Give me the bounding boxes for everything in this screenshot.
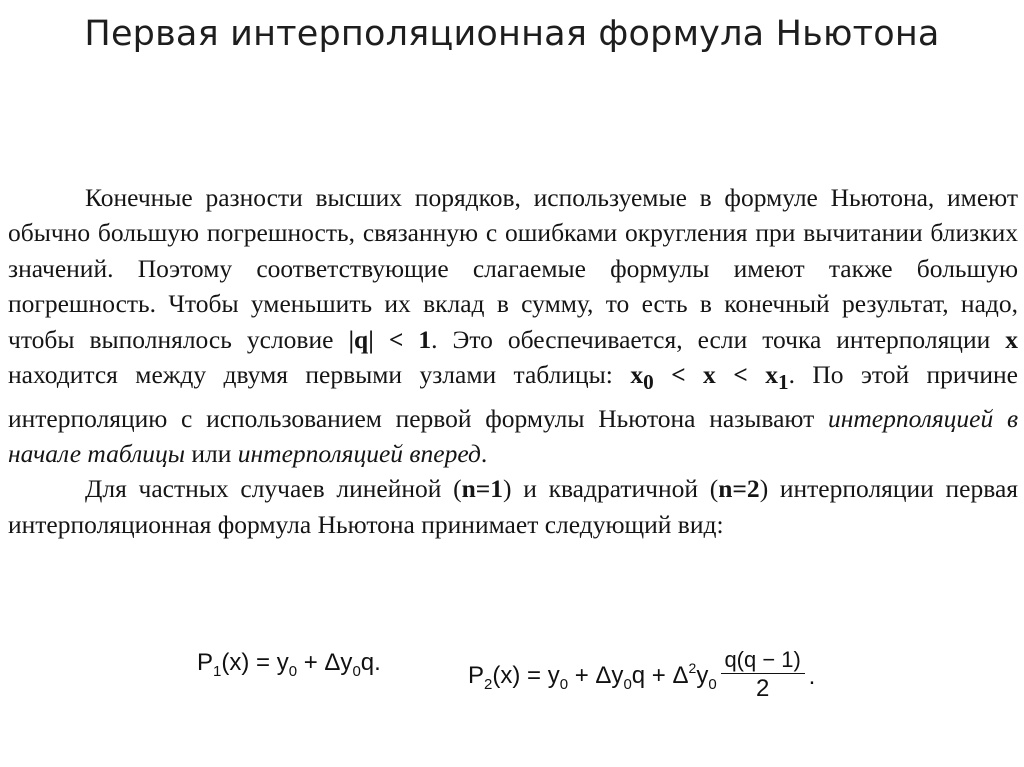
p2-n1: n=1: [461, 474, 504, 504]
p1-condition: |q| < 1: [348, 324, 432, 354]
p1-text-6: .: [480, 438, 488, 468]
fraction-numerator: q(q − 1): [724, 647, 801, 672]
slide-title: Первая интерполяционная формула Ньютона: [84, 14, 940, 54]
p2-n2: n=2: [718, 474, 760, 504]
formulas: [0, 630, 1024, 700]
p1-text-5: или: [184, 438, 238, 468]
p1-x0: $x_0$: [630, 360, 654, 395]
p1-text-2: . Это обеспечивается, если точка интерполяции: [431, 324, 1006, 354]
fraction: [721, 647, 805, 702]
p1-point-x: x: [1005, 324, 1018, 354]
p2-text-2: ) и квадратичной (: [503, 474, 719, 504]
fraction-denominator: 2: [755, 675, 770, 702]
p1-term-forward: интерполяцией вперед: [237, 438, 481, 468]
formula-quadratic: $P_2(x) = y_0 + \Delta y_0q + \Delta^2y_0$ $\frac{q(q - 1)}{2}$ .: [468, 647, 816, 702]
p2-text-3: ) интерполяции первая интерполяционная формула Ньютона принимает следующий вид:: [8, 474, 1018, 539]
p1-inequality: < x <: [653, 360, 766, 390]
p2-text-1: Для частных случаев линейной (: [85, 474, 462, 504]
p1-text-1: Конечные разности высших порядков, используемые в формуле Ньютона, имеют обычно большую погрешность, связанную с ошибками округления при вычитании близких значений. Поэтому соответствующие слагаемые формулы имеют также большую погрешность. Чтобы уменьшить их вклад в сумму, то есть в конечный результат, надо, чтобы выполнялось условие: [8, 183, 1018, 354]
formula-end-period: .: [808, 662, 816, 690]
p1-text-3: находится между двумя первыми узлами таблицы:: [8, 360, 631, 390]
p1-term-start: интерполяцией в начале таблицы: [8, 403, 1019, 468]
p1-x1: $x_1$: [765, 360, 789, 395]
body-text: [8, 180, 1018, 542]
formula-linear: $P_1(x) = y_0 + \Delta y_0q$.: [197, 649, 381, 680]
paragraph-finite-differences: [8, 180, 1018, 471]
p1-text-4: . По этой причине интерполяцию с использованием первой формулы Ньютона называют: [8, 360, 1018, 433]
paragraph-special-cases: [8, 471, 1018, 542]
